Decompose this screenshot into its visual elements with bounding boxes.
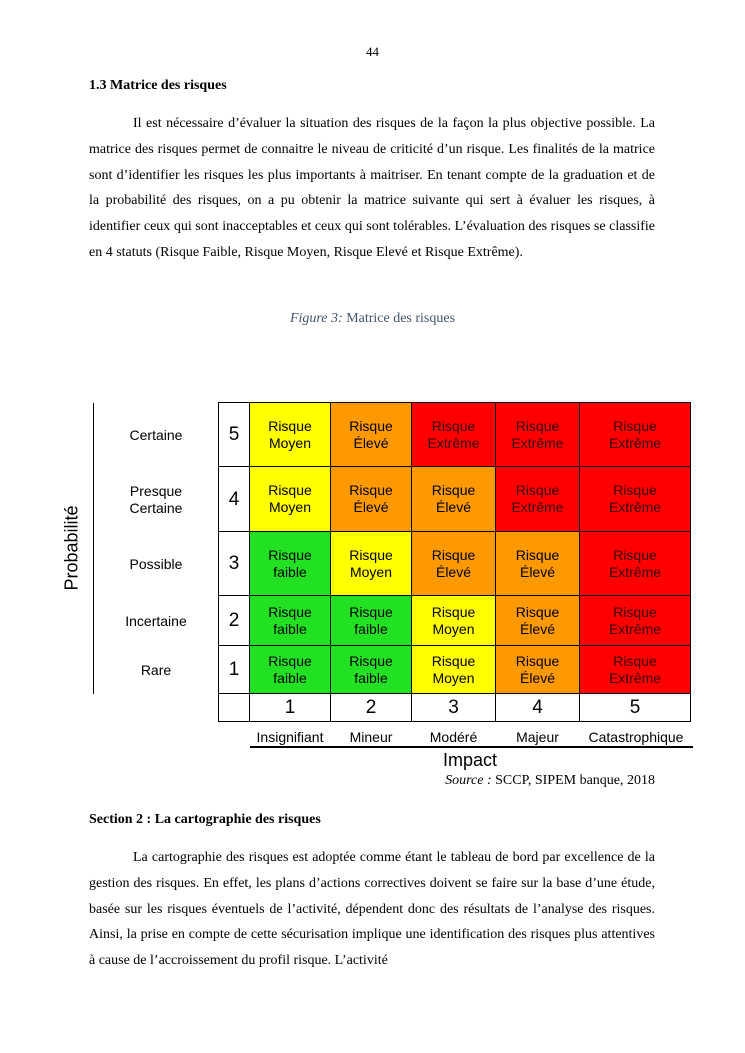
risk-cell: Risque Élevé	[331, 467, 412, 532]
risk-cell: Risque Extrême	[580, 467, 691, 532]
figure-caption-text: Matrice des risques	[346, 311, 456, 326]
risk-grid	[218, 402, 691, 722]
row-label: Certaine	[129, 426, 183, 443]
impact-axis-title: Impact	[442, 750, 498, 770]
matrix-intro-paragraph: Il est nécessaire d’évaluer la situation des risques de la façon la plus objective possible. La matrice des risques permet de connaitre le niveau de criticité d’un risque. Les finalités de la matrice sont d’identifier les risques les plus importants à maitriser. En tenant compte de la graduation et de la probabilité des risques, on a pu obtenir la matrice suivante qui sert à évaluer les risques, à identifier ceux qui sont inacceptables et ceux qui sont tolérables. L’évaluation des risques se classifie en 4 statuts (Risque Faible, Risque Moyen, Risque Elevé et Risque Extrême).	[89, 116, 655, 260]
cartography-paragraph: La cartographie des risques est adoptée comme étant le tableau de bord par excellence de la gestion des risques. En effet, les plans d’actions correctives doivent se faire sur la base d’une étude, basée sur les risques éventuels de l’activité, dépendent donc des résultats de l’analyse des risques. Ainsi, la prise en compte de cette sécurisation implique une identification des risques plus attentives à cause de l’accroissement du profil risque. L’activité	[89, 850, 655, 969]
figure-source	[445, 773, 655, 789]
risk-cell: Risque Extrême	[496, 467, 580, 532]
grid-corner-cell	[219, 694, 250, 722]
impact-label: Catastrophique	[588, 729, 684, 745]
risk-cell: Risque Élevé	[412, 532, 496, 596]
risk-cell: Risque Extrême	[580, 646, 691, 694]
impact-score: 3	[412, 694, 496, 722]
probability-score: 5	[219, 403, 250, 467]
risk-cell: Risque Élevé	[412, 467, 496, 532]
figure-caption-label: Figure 3:	[289, 311, 343, 326]
risk-cell: Risque Extrême	[496, 403, 580, 467]
probability-score: 2	[219, 596, 250, 646]
impact-score: 1	[250, 694, 331, 722]
risk-cell: Risque Élevé	[496, 532, 580, 596]
probability-score: 4	[219, 467, 250, 532]
risk-cell: Risque faible	[250, 596, 331, 646]
impact-score: 5	[580, 694, 691, 722]
impact-label: Modéré	[429, 729, 478, 745]
risk-cell: Risque Moyen	[331, 532, 412, 596]
section-heading-matrix: 1.3 Matrice des risques	[89, 78, 227, 93]
risk-cell: Risque faible	[331, 596, 412, 646]
source-text: SCCP, SIPEM banque, 2018	[495, 773, 655, 788]
page-number: 44	[366, 44, 379, 59]
risk-cell: Risque Moyen	[250, 467, 331, 532]
impact-label: Majeur	[516, 729, 559, 745]
section-heading-cartography: Section 2 : La cartographie des risques	[89, 812, 321, 827]
risk-cell: Risque Élevé	[496, 596, 580, 646]
risk-cell: Risque Élevé	[496, 646, 580, 694]
impact-label: Mineur	[349, 729, 393, 745]
risk-cell: Risque Moyen	[412, 646, 496, 694]
impact-score: 2	[331, 694, 412, 722]
risk-cell: Risque Extrême	[580, 596, 691, 646]
risk-cell: Risque faible	[331, 646, 412, 694]
risk-cell: Risque faible	[250, 532, 331, 596]
source-label: Source :	[445, 773, 492, 788]
risk-cell: Risque Moyen	[250, 403, 331, 467]
risk-cell: Risque Extrême	[580, 403, 691, 467]
risk-cell: Risque Moyen	[412, 596, 496, 646]
row-label: Possible	[129, 555, 183, 572]
probability-score: 3	[219, 532, 250, 596]
figure-caption	[0, 311, 745, 327]
risk-cell: Risque Extrême	[580, 532, 691, 596]
probability-score: 1	[219, 646, 250, 694]
probability-axis-line	[93, 403, 94, 694]
row-label: Presque Certaine	[129, 482, 183, 516]
risk-cell: Risque faible	[250, 646, 331, 694]
row-label: Incertaine	[125, 612, 187, 629]
risk-cell: Risque Élevé	[331, 403, 412, 467]
impact-label: Insignifiant	[256, 729, 324, 745]
impact-axis-line	[250, 746, 693, 748]
impact-score: 4	[496, 694, 580, 722]
risk-cell: Risque Extrême	[412, 403, 496, 467]
probability-axis-title: Probabilité	[61, 505, 82, 591]
row-label: Rare	[140, 661, 172, 678]
